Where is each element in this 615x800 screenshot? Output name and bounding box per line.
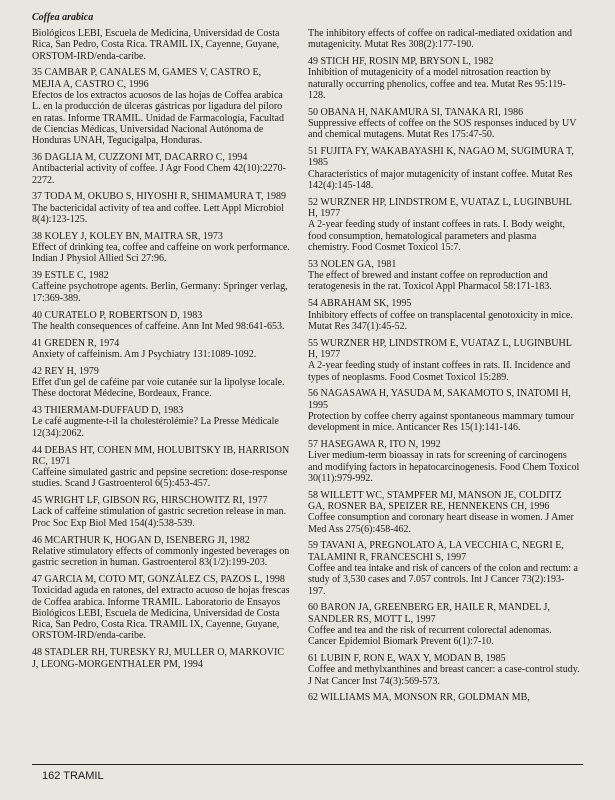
reference-authors: 53 NOLEN GA, 1981 xyxy=(308,258,397,270)
left-column xyxy=(32,28,290,675)
reference-authors: 36 DAGLIA M, CUZZONI MT, DACARRO C, 1994 xyxy=(32,151,248,163)
reference-entry xyxy=(308,439,580,484)
reference-citation: A 2-year feeding study of instant coffees in rats. II. Incidence and types of neoplasms. Food Cosmet Toxicol 15:289. xyxy=(308,360,571,383)
reference-citation: Le café augmente-t-il la cholestérolémie? La Presse Médicale 12(34):2062. xyxy=(32,416,279,439)
reference-entry xyxy=(32,67,290,146)
reference-entry xyxy=(308,146,580,191)
reference-authors: 47 GARCIA M, COTO MT, GONZÁLEZ CS, PAZOS L, 1998 xyxy=(32,573,285,585)
reference-entry xyxy=(308,338,580,383)
reference-citation: Anxiety of caffeinism. Am J Psychiatry 131:1089-1092. xyxy=(32,348,257,360)
reference-citation: Suppressive effects of coffee on the SOS responses induced by UV and chemical mutagens. Mutat Res 175:47-50. xyxy=(308,118,577,141)
reference-authors: 60 BARON JA, GREENBERG ER, HAILE R, MANDEL J, SANDLER RS, MOTT L, 1997 xyxy=(308,602,550,625)
reference-citation: The health consequences of caffeine. Ann Int Med 98:641-653. xyxy=(32,320,285,332)
reference-entry xyxy=(308,388,580,433)
reference-entry xyxy=(32,535,290,569)
reference-entry xyxy=(32,366,290,400)
reference-citation: Coffee and methylxanthines and breast cancer: a case-control study. J Nat Cancer Inst 74(3):569-573. xyxy=(308,664,580,687)
reference-authors: 51 FUJITA FY, WAKABAYASHI K, NAGAO M, SUGIMURA T, 1985 xyxy=(308,146,574,169)
reference-citation: Lack of caffeine stimulation of gastric secretion release in man. Proc Soc Exp Biol Med 154(4):538-539. xyxy=(32,506,287,529)
reference-entry xyxy=(308,540,580,596)
reference-citation: Inhibition of mutagenicity of a model nitrosation reaction by naturally occurring phenolics, coffee and tea. Mutat Res 95:119-128. xyxy=(308,67,566,101)
reference-authors: 49 STICH HF, ROSIN MP, BRYSON L, 1982 xyxy=(308,56,494,68)
reference-citation: Characteristics of major mutagenicity of instant coffee. Mutat Res 142(4):145-148. xyxy=(308,168,573,192)
reference-authors: 38 KOLEY J, KOLEY BN, MAITRA SR, 1973 xyxy=(32,230,223,242)
reference-entry xyxy=(308,107,580,141)
running-head: Coffea arabica xyxy=(32,12,94,23)
reference-authors: 40 CURATELO P, ROBERTSON D, 1983 xyxy=(32,309,203,321)
reference-citation: The effect of brewed and instant coffee on reproduction and teratogenesis in the rat. Toxicol Appl Pharmacol 58:171-183. xyxy=(308,270,552,293)
reference-entry xyxy=(32,28,290,62)
reference-citation: Effect of drinking tea, coffee and caffeine on work performance. Indian J Physiol Allied Sci 27:96. xyxy=(32,242,290,265)
reference-entry xyxy=(308,653,580,687)
reference-entry xyxy=(308,490,580,535)
reference-entry xyxy=(32,445,290,490)
reference-entry xyxy=(32,647,290,670)
footer-rule xyxy=(32,764,583,765)
reference-authors: 45 WRIGHT LF, GIBSON RG, HIRSCHOWITZ RI, 1977 xyxy=(32,495,268,507)
reference-authors: 54 ABRAHAM SK, 1995 xyxy=(308,298,412,310)
footer-label: TRAMIL xyxy=(63,770,104,782)
page-number: 162 xyxy=(42,770,61,782)
reference-authors: 42 REY H, 1979 xyxy=(32,365,99,377)
reference-citation: The bactericidal activity of tea and coffee. Lett Appl Microbiol 8(4):123-125. xyxy=(32,202,284,225)
reference-citation: Coffee and tea and the risk of recurrent colorectal adenomas. Cancer Epidemiol Biomark Prevent 6(1):7-10. xyxy=(308,624,552,648)
reference-authors: 41 GREDEN R, 1974 xyxy=(32,337,120,349)
reference-citation: Liver medium-term bioassay in rats for screening of carcinogens and modifying factors in hepatocarcinogenesis. Food Chem Toxicol 30(11):979-992. xyxy=(308,450,580,484)
page-footer xyxy=(42,770,104,782)
reference-entry xyxy=(308,602,580,647)
reference-authors: 50 OBANA H, NAKAMURA SI, TANAKA RI, 1986 xyxy=(308,106,524,118)
reference-entry xyxy=(308,692,580,703)
reference-authors: 56 NAGASAWA H, YASUDA M, SAKAMOTO S, INATOMI H, 1995 xyxy=(308,388,571,411)
reference-citation: The inhibitory effects of coffee on radical-mediated oxidation and mutagenicity. Mutat Res 308(2):177-190. xyxy=(308,28,572,51)
reference-authors: 55 WURZNER HP, LINDSTROM E, VUATAZ L, LUGINBUHL H, 1977 xyxy=(308,337,572,360)
reference-entry xyxy=(308,259,580,293)
reference-citation: Biológicos LEBI, Escuela de Medicina, Universidad de Costa Rica, San Pedro, Costa Rica. TRAMIL IX, Cayenne, Guyane, ORSTOM-IRD/enda-caribe. xyxy=(32,28,280,62)
reference-authors: 39 ESTLE C, 1982 xyxy=(32,270,109,282)
reference-entry xyxy=(32,574,290,642)
reference-entry xyxy=(32,405,290,439)
reference-citation: Antibacterial activity of coffee. J Agr Food Chem 42(10):2270-2272. xyxy=(32,163,286,186)
reference-entry xyxy=(32,310,290,333)
reference-citation: Caffeine psychotrope agents. Berlin, Germany: Springer verlag, 17:369-389. xyxy=(32,281,288,304)
reference-authors: 35 CAMBAR P, CANALES M, GAMES V, CASTRO E, MEJIA A, CASTRO C, 1996 xyxy=(32,67,262,90)
reference-citation: Inhibitory effects of coffee on transplacental genotoxicity in mice. Mutat Res 347(1):45-52. xyxy=(308,309,573,332)
reference-entry xyxy=(32,152,290,186)
reference-entry xyxy=(32,270,290,304)
reference-entry xyxy=(32,495,290,529)
reference-entry xyxy=(32,231,290,265)
reference-authors: 58 WILLETT WC, STAMPFER MJ, MANSON JE, COLDITZ GA, ROSNER BA, SPEIZER RE, HENNEKENS CH, 1996 xyxy=(308,489,562,512)
reference-entry xyxy=(32,191,290,225)
right-column xyxy=(308,28,580,709)
reference-authors: 48 STADLER RH, TURESKY RJ, MULLER O, MARKOVIC J, LEONG-MORGENTHALER PM, 1994 xyxy=(32,647,284,670)
reference-entry xyxy=(308,298,580,332)
reference-citation: Caffeine simulated gastric and pepsine secretion: dose-response studies. Scand J Gastroenterol 6(5):453-457. xyxy=(32,467,288,490)
reference-authors: 44 DEBAS HT, COHEN MM, HOLUBITSKY IB, HARRISON RC, 1971 xyxy=(32,444,290,467)
reference-entry xyxy=(308,28,580,51)
reference-citation: Protection by coffee cherry against spontaneous mammary tumour development in mice. Anticancer Res 15(1):141-146. xyxy=(308,410,575,434)
reference-entry xyxy=(308,197,580,253)
reference-authors: 46 MCARTHUR K, HOGAN D, ISENBERG JI, 1982 xyxy=(32,534,250,546)
reference-citation: Toxicidad aguda en ratones, del extracto acuoso de hojas frescas de Coffea arabica. Informe TRAMIL. Laboratorio de Ensayos Biológicos LEBI, Escuela de Medicina, Universidad de Costa Rica, San Pedro, Costa Rica. TRAMIL IX, Cayenne, Guyane, ORSTOM-IRD/enda-caribe. xyxy=(32,585,290,642)
reference-citation: Efectos de los extractos acuosos de las hojas de Coffea arabica L. en la producción de úlceras gástricas por ligadura del píloro en ratas. Informe TRAMIL. Unidad de Farmacología, Facultad de Ciencias Médicas, Universidad Nacional Autónoma de Honduras UNAH, Tegucigalpa, Honduras. xyxy=(32,89,284,147)
reference-entry xyxy=(308,56,580,101)
reference-authors: 62 WILLIAMS MA, MONSON RR, GOLDMAN MB, xyxy=(308,692,530,704)
reference-entry xyxy=(32,338,290,361)
reference-citation: Coffee consumption and coronary heart disease in women. J Amer Med Ass 275(6):458-462. xyxy=(308,512,574,535)
reference-authors: 43 THIERMAM-DUFFAUD D, 1983 xyxy=(32,405,184,417)
reference-authors: 52 WURZNER HP, LINDSTROM E, VUATAZ L, LUGINBUHL H, 1977 xyxy=(308,196,572,220)
reference-citation: A 2-year feeding study of instant coffees in rats. I. Body weight, food consumption, hematological parameters and plasma chemistry. Food Cosmet Toxicol 15:7. xyxy=(308,219,565,254)
reference-authors: 37 TODA M, OKUBO S, HIYOSHI R, SHIMAMURA T, 1989 xyxy=(32,191,287,203)
reference-citation: Coffee and tea intake and risk of cancers of the colon and rectum: a study of 3,530 cases and 7.057 controls. Int J Cancer 73(2):193-197. xyxy=(308,562,578,597)
reference-authors: 59 TAVANI A, PREGNOLATO A, LA VECCHIA C, NEGRI E, TALAMINI R, FRANCESCHI S, 1997 xyxy=(308,540,564,563)
reference-citation: Effet d'un gel de caféine par voie cutanée sur la lipolyse locale. Thèse doctorat Médecine, Bordeaux, France. xyxy=(32,377,285,400)
reference-authors: 61 LUBIN F, RON E, WAX Y, MODAN B, 1985 xyxy=(308,653,506,665)
reference-authors: 57 HASEGAWA R, ITO N, 1992 xyxy=(308,439,441,450)
reference-citation: Relative stimulatory effects of commonly ingested beverages on gastric secretion in human. Gastroenterol 83(1/2):199-203. xyxy=(32,545,290,569)
